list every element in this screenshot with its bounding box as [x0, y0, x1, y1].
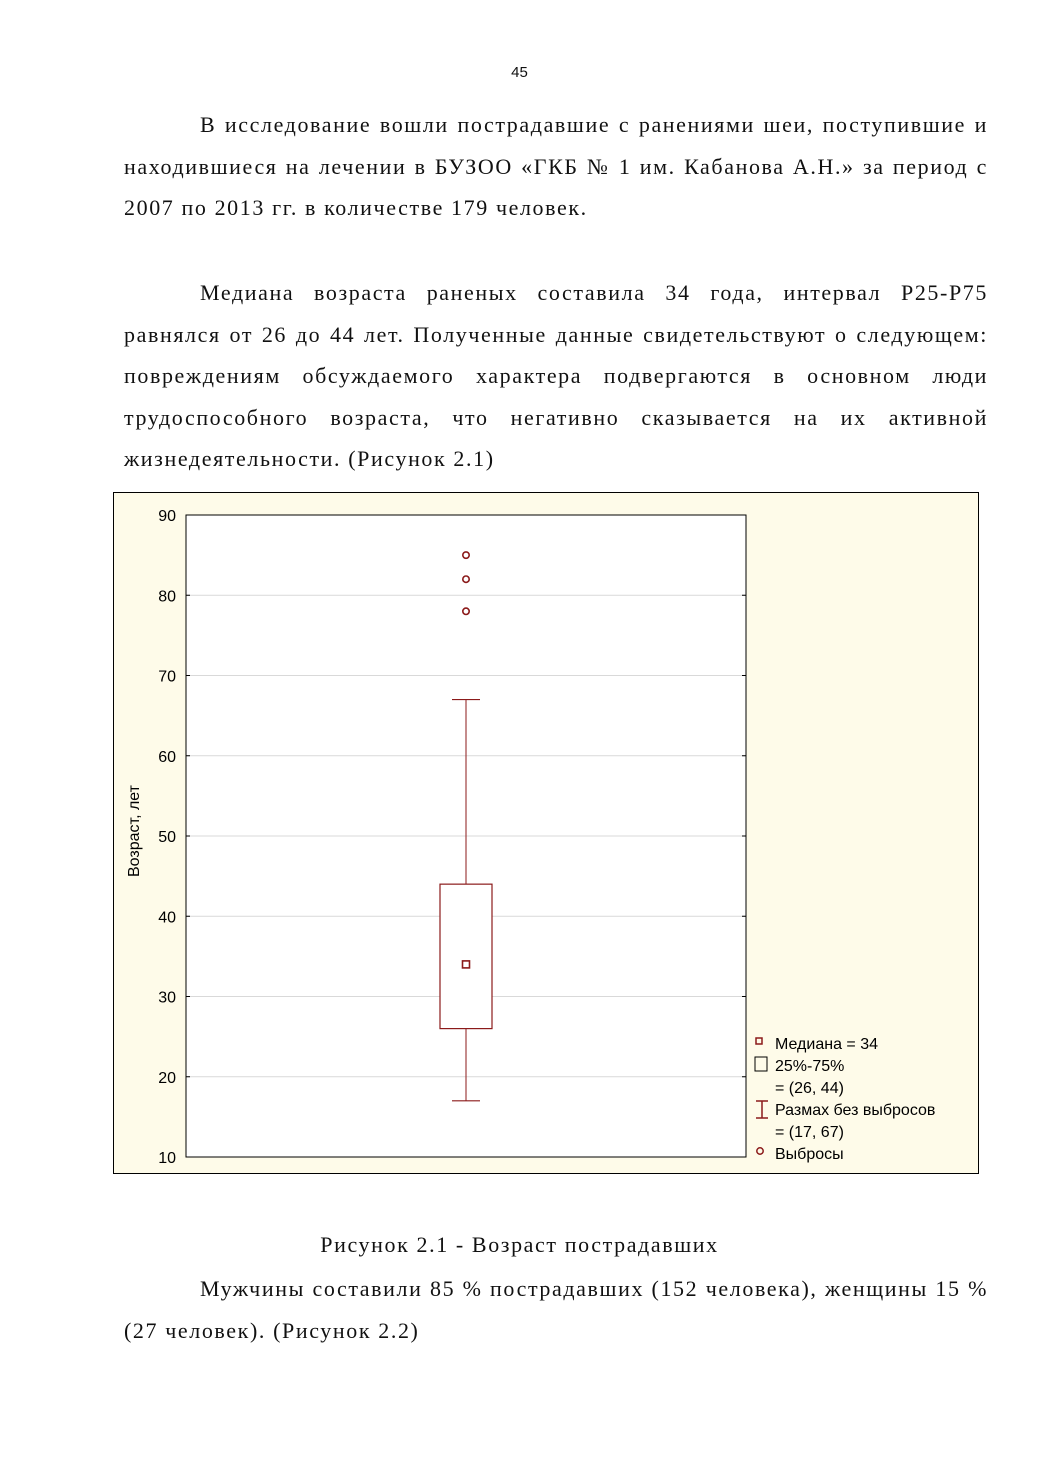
- chart-legend: [755, 1036, 935, 1163]
- legend-outlier-label: Выбросы: [775, 1146, 844, 1163]
- iqr-box: [440, 884, 492, 1028]
- legend-range-marker: [756, 1101, 768, 1118]
- y-tick-label: 30: [158, 989, 176, 1007]
- boxplot-chart: [114, 493, 980, 1175]
- paragraph-study-group: В исследование вошли пострадавшие с ранениями шеи, поступившие и находившиеся на лечении в БУЗОО «ГКБ № 1 им. Кабанова А.Н.» за период с 2007 по 2013 гг. в количестве 179 человек.: [124, 112, 988, 220]
- figure-age-boxplot: [113, 492, 979, 1174]
- legend-iqr-label: 25%-75%: [775, 1058, 845, 1075]
- legend-median-label: Медиана = 34: [775, 1036, 878, 1053]
- legend-median-marker: [756, 1038, 762, 1044]
- y-tick-label: 20: [158, 1069, 176, 1087]
- legend-iqr-marker: [755, 1057, 767, 1071]
- y-tick-label: 40: [158, 909, 176, 927]
- y-tick-label: 10: [158, 1150, 176, 1167]
- figure-caption: Рисунок 2.1 - Возраст пострадавших: [320, 1232, 719, 1257]
- paragraph-gender-split: Мужчины составили 85 % пострадавших (152 человека), женщины 15 % (27 человек). (Рисунок 2.2): [124, 1276, 988, 1343]
- y-axis-label: Возраст, лет: [126, 785, 143, 877]
- y-tick-label: 80: [158, 588, 176, 606]
- legend-range-values: = (17, 67): [775, 1124, 844, 1141]
- y-tick-label: 50: [158, 829, 176, 846]
- page-number: 45: [511, 64, 528, 81]
- legend-outlier-marker: [757, 1148, 763, 1154]
- y-tick-label: 70: [158, 668, 176, 686]
- legend-iqr-values: = (26, 44): [775, 1080, 844, 1097]
- legend-range-label: Размах без выбросов: [775, 1102, 936, 1119]
- paragraph-age-median: Медиана возраста раненых составила 34 года, интервал Р25-Р75 равнялся от 26 до 44 лет. Полученные данные свидетельствуют о следующем: повреждениям обсуждаемого характера подвергаются в основном люди трудоспособного возраста, что негативно сказывается на их активной жизнедеятельности. (Рисунок 2.1): [124, 280, 988, 471]
- y-tick-label: 60: [158, 748, 176, 766]
- y-tick-label: 90: [158, 508, 176, 525]
